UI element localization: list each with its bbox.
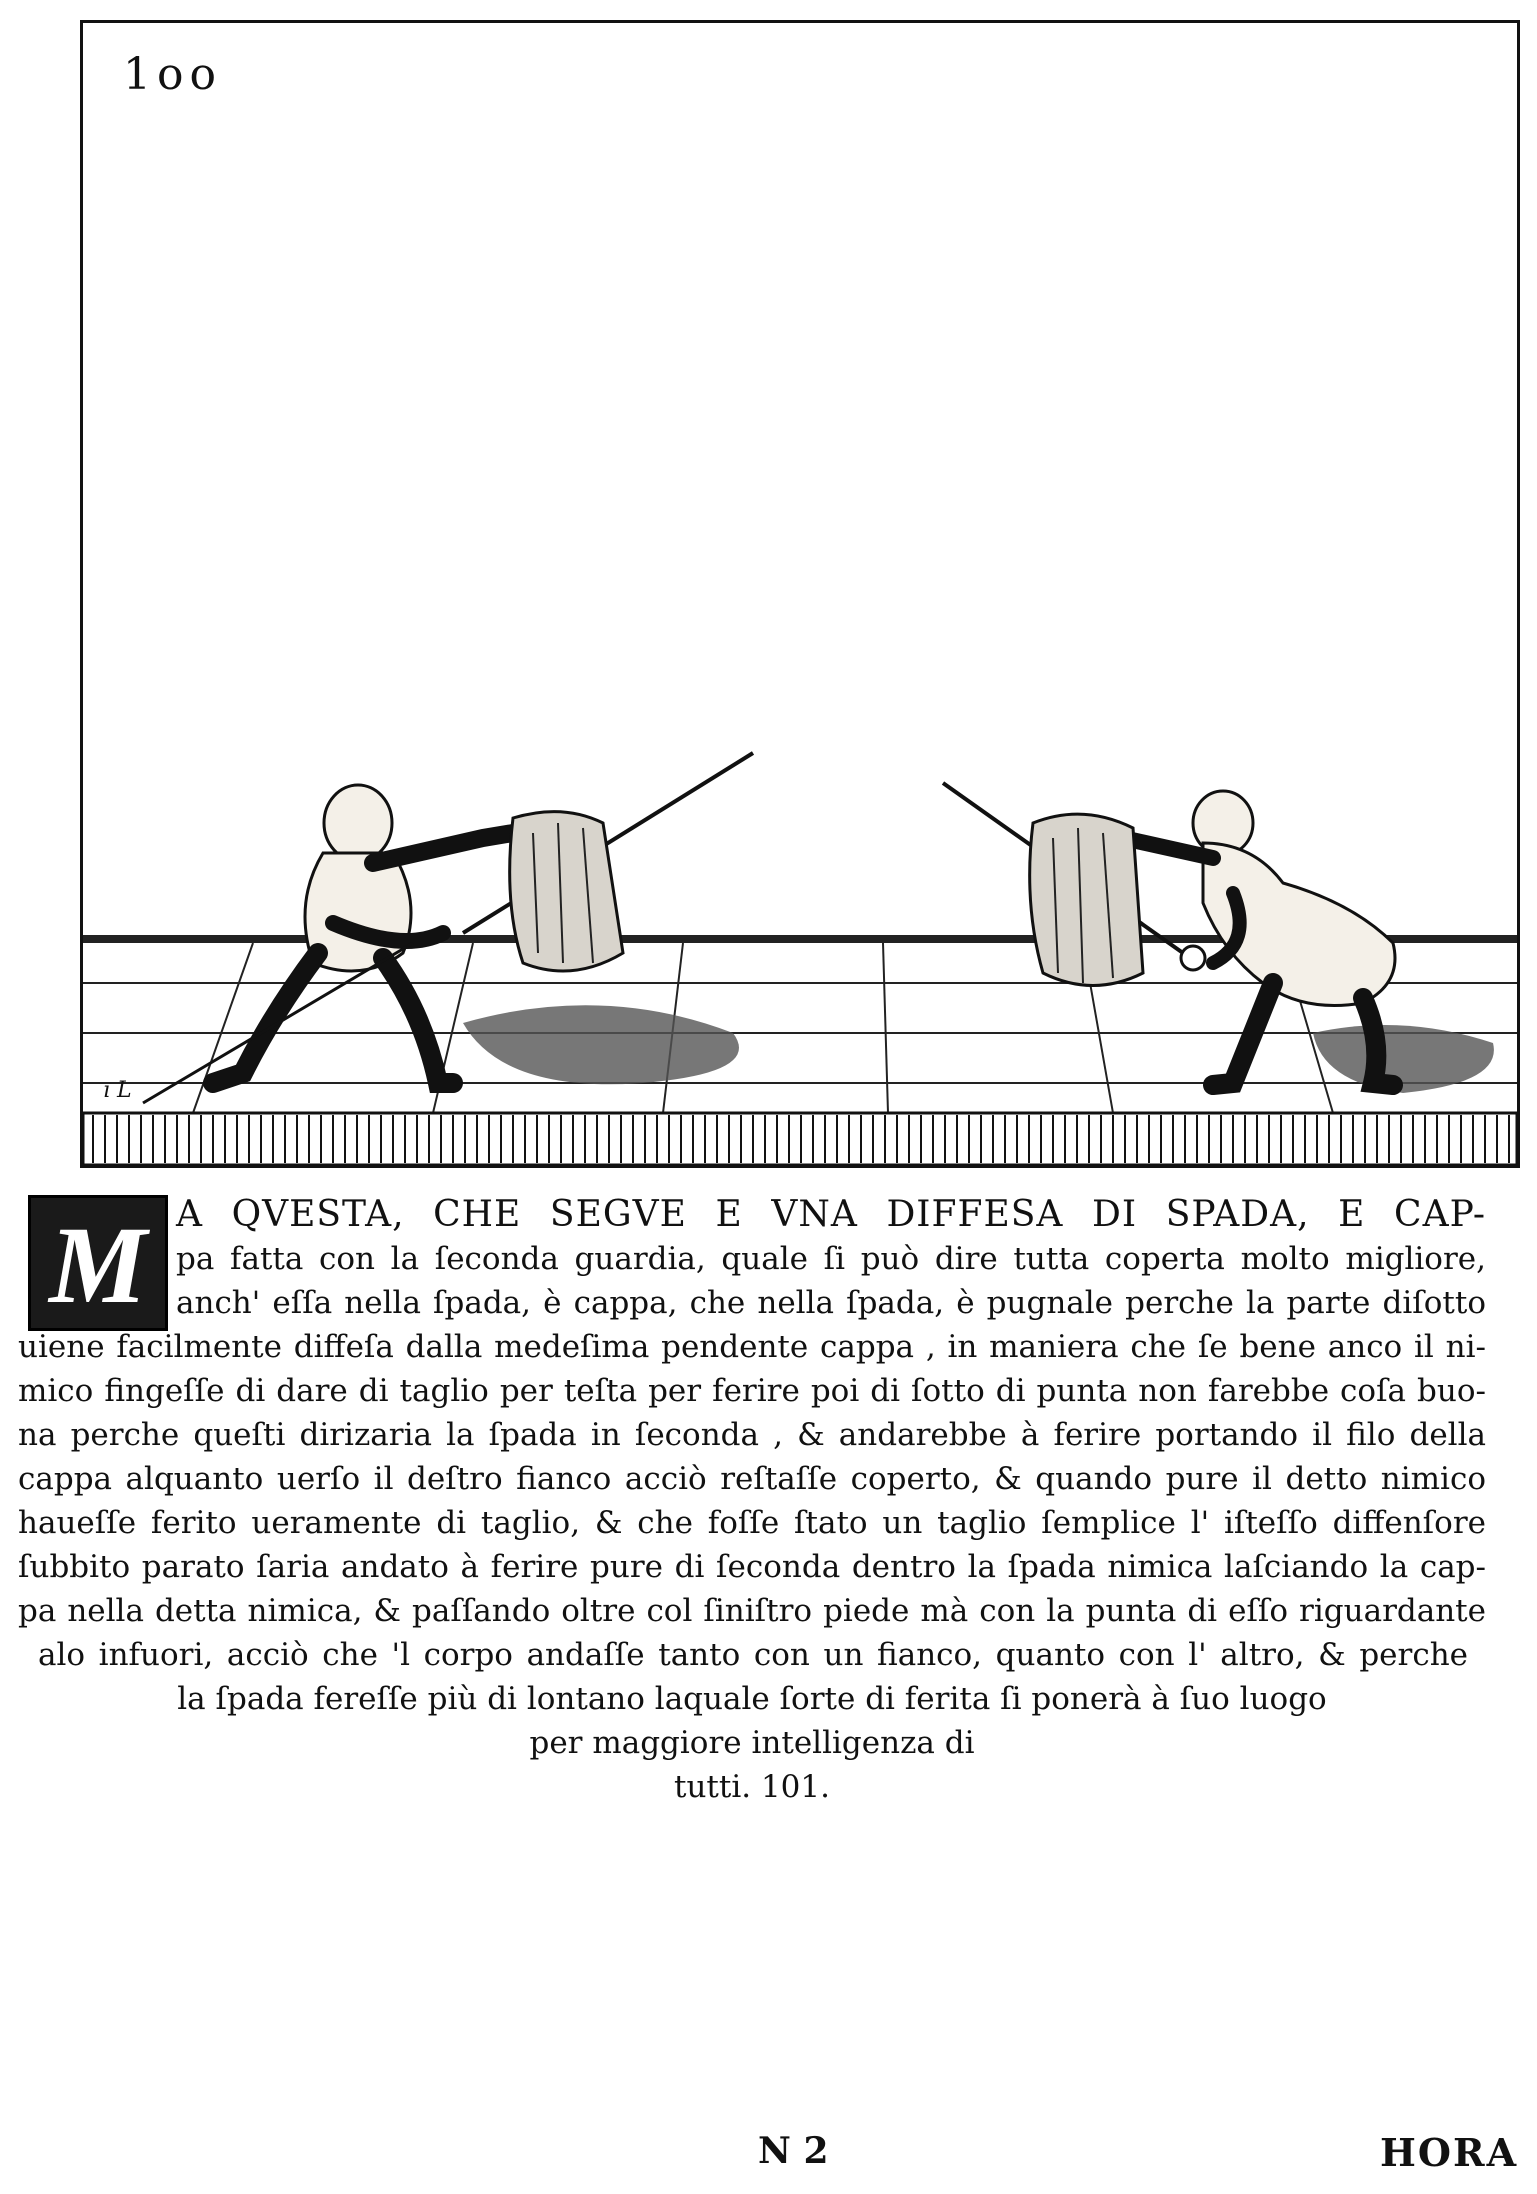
- initial-letter: M: [49, 1204, 147, 1326]
- engraver-mark: ı L: [103, 1078, 132, 1103]
- page-number: 1oo: [123, 49, 222, 100]
- fencing-illustration: [83, 23, 1517, 1165]
- text-line-6: na perche queſti dirizaria la ſpada in ſeconda , & andarebbe à ferire portando il filo della: [18, 1417, 1486, 1453]
- engraving-plate: [80, 20, 1520, 1168]
- text-line-13: per maggiore intelligenza di: [529, 1725, 975, 1761]
- text-line-11: alo infuori, acciò che 'l corpo andaſſe tanto con un fianco, quanto con l' altro, & perche: [38, 1637, 1468, 1673]
- decorated-initial: [28, 1195, 168, 1331]
- text-line-4: uiene facilmente diffeſa dalla medeſima pendente cappa , in maniera che ſe bene anco il ni-: [18, 1329, 1486, 1365]
- text-line-7: cappa alquanto uerſo il deſtro fianco acciò reſtaſſe coperto, & quando pure il detto nimico: [18, 1461, 1486, 1497]
- signature-mark: N 2: [758, 2130, 829, 2172]
- text-line-1: A QVESTA, CHE SEGVE E VNA DIFFESA DI SPADA, E CAP-: [176, 1194, 1486, 1235]
- left-cape: [510, 812, 623, 971]
- right-cape: [1030, 814, 1143, 985]
- right-fencer-torso: [1203, 843, 1395, 1006]
- right-sword-hilt: [1181, 946, 1205, 970]
- text-line-8: haueſſe ferito ueramente di taglio, & che foſſe ſtato un taglio ſemplice l' iſteſſo diffenſore: [18, 1505, 1486, 1541]
- text-line-10: pa nella detta nimica, & paſſando oltre col ſiniſtro piede mà con la punta di eſſo riguardante: [18, 1593, 1486, 1629]
- left-fencer-head: [324, 785, 392, 861]
- left-sword-point: [143, 943, 413, 1103]
- left-fencer: [213, 785, 513, 1083]
- text-line-2: pa fatta con la ſeconda guardia, quale ſi può dire tutta coperta molto migliore,: [176, 1241, 1486, 1277]
- left-shadow: [463, 1005, 739, 1084]
- text-line-5: mico fingeſſe di dare di taglio per teſta per ferire poi di ſotto di punta non farebbe coſa buo-: [18, 1373, 1486, 1409]
- text-line-3: anch' eſſa nella ſpada, è cappa, che nella ſpada, è pugnale perche la parte diſotto: [176, 1285, 1486, 1321]
- text-line-12: la ſpada fereſſe più di lontano laquale ſorte di ferita ſi ponerà à ſuo luogo: [177, 1681, 1327, 1717]
- text-line-9: ſubbito parato ſaria andato à ferire pure di ſeconda dentro la ſpada nimica laſciando la cap-: [18, 1549, 1486, 1585]
- text-line-14: tutti. 101.: [674, 1769, 830, 1805]
- catchword: HORA: [1380, 2130, 1519, 2175]
